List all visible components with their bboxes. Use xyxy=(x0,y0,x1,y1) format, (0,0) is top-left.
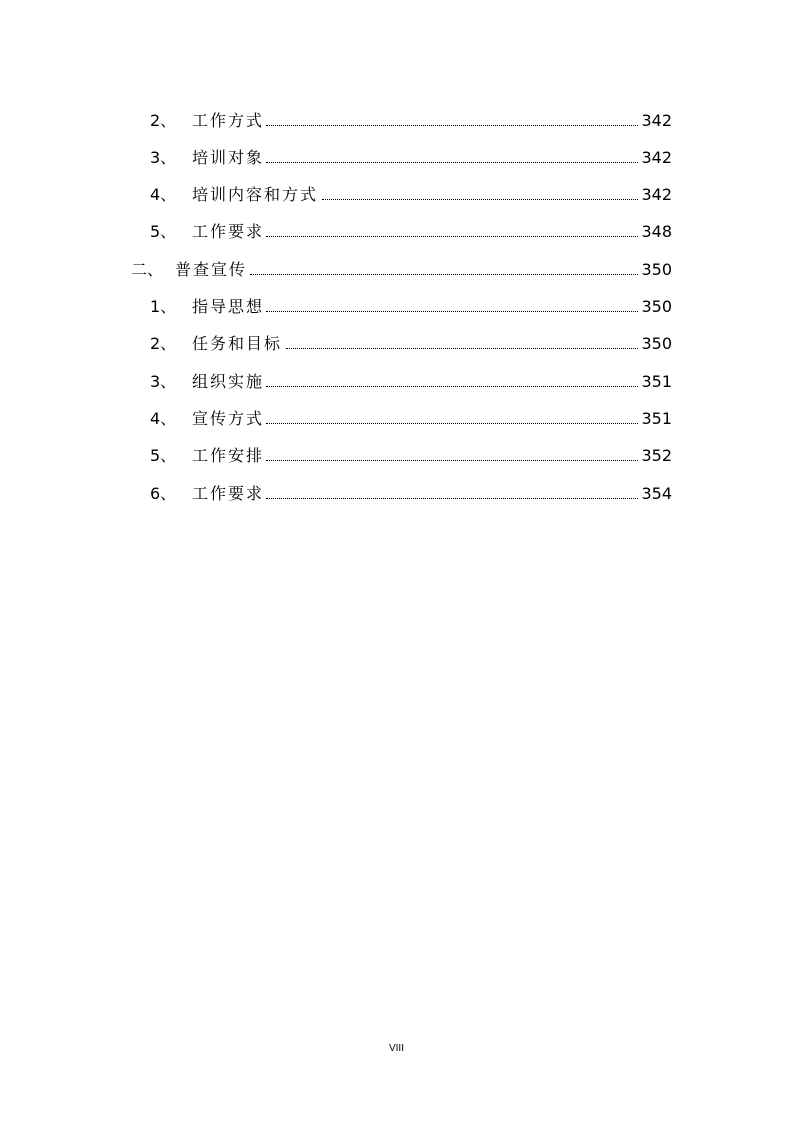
footer-page-number: VIII xyxy=(388,1043,404,1054)
toc-entry-number: 2、 xyxy=(150,111,177,130)
toc-entry-page: 342 xyxy=(641,111,672,130)
toc-entry[interactable] xyxy=(0,146,793,170)
toc-entry-page: 354 xyxy=(641,484,672,503)
toc-entry-title: 普查宣传 xyxy=(175,260,248,279)
toc-entry[interactable] xyxy=(0,332,793,356)
toc-entry-title: 培训内容和方式 xyxy=(192,185,319,204)
toc-dot-leader xyxy=(266,423,638,424)
toc-entry-page: 351 xyxy=(641,409,672,428)
toc-entry-page: 342 xyxy=(641,148,672,167)
toc-entry[interactable] xyxy=(0,370,793,394)
toc-entry-page: 351 xyxy=(641,372,672,391)
toc-entry-title: 任务和目标 xyxy=(192,334,283,353)
toc-entry-title: 培训对象 xyxy=(192,148,265,167)
toc-entry-number: 3、 xyxy=(150,372,177,391)
toc-dot-leader xyxy=(266,162,638,163)
toc-entry[interactable] xyxy=(0,258,793,282)
toc-entry-title: 工作要求 xyxy=(192,484,265,503)
toc-entry-number: 4、 xyxy=(150,409,177,428)
toc-entry-title: 组织实施 xyxy=(192,372,265,391)
toc-entry[interactable] xyxy=(0,295,793,319)
toc-entry-page: 350 xyxy=(641,260,672,279)
toc-dot-leader xyxy=(250,274,638,275)
toc-entry-title: 宣传方式 xyxy=(192,409,265,428)
toc-entry-number: 3、 xyxy=(150,148,177,167)
toc-entry-number: 5、 xyxy=(150,222,177,241)
toc-entry-number: 2、 xyxy=(150,334,177,353)
toc-entry-page: 348 xyxy=(641,222,672,241)
toc-dot-leader xyxy=(266,236,638,237)
toc-dot-leader xyxy=(286,348,638,349)
toc-entry-number: 1、 xyxy=(150,297,177,316)
toc-entry[interactable] xyxy=(0,109,793,133)
toc-entry-page: 350 xyxy=(641,334,672,353)
toc-entry[interactable] xyxy=(0,482,793,506)
toc-entry-page: 342 xyxy=(641,185,672,204)
toc-entry-title: 工作要求 xyxy=(192,222,265,241)
toc-dot-leader xyxy=(266,386,638,387)
toc-dot-leader xyxy=(266,125,638,126)
toc-entry-number: 二、 xyxy=(131,260,164,279)
toc-entry[interactable] xyxy=(0,183,793,207)
toc-entry-number: 4、 xyxy=(150,185,177,204)
toc-entry-title: 工作方式 xyxy=(192,111,265,130)
toc-dot-leader xyxy=(266,311,638,312)
toc-entry-page: 352 xyxy=(641,446,672,465)
toc-entry-title: 工作安排 xyxy=(192,446,265,465)
toc-entry-page: 350 xyxy=(641,297,672,316)
toc-entry[interactable] xyxy=(0,220,793,244)
toc-entry-number: 6、 xyxy=(150,484,177,503)
toc-dot-leader xyxy=(266,460,638,461)
toc-dot-leader xyxy=(322,199,638,200)
toc-entry-title: 指导思想 xyxy=(192,297,265,316)
toc-entry-number: 5、 xyxy=(150,446,177,465)
toc-dot-leader xyxy=(266,498,638,499)
toc-entry[interactable] xyxy=(0,407,793,431)
toc-entry[interactable] xyxy=(0,444,793,468)
